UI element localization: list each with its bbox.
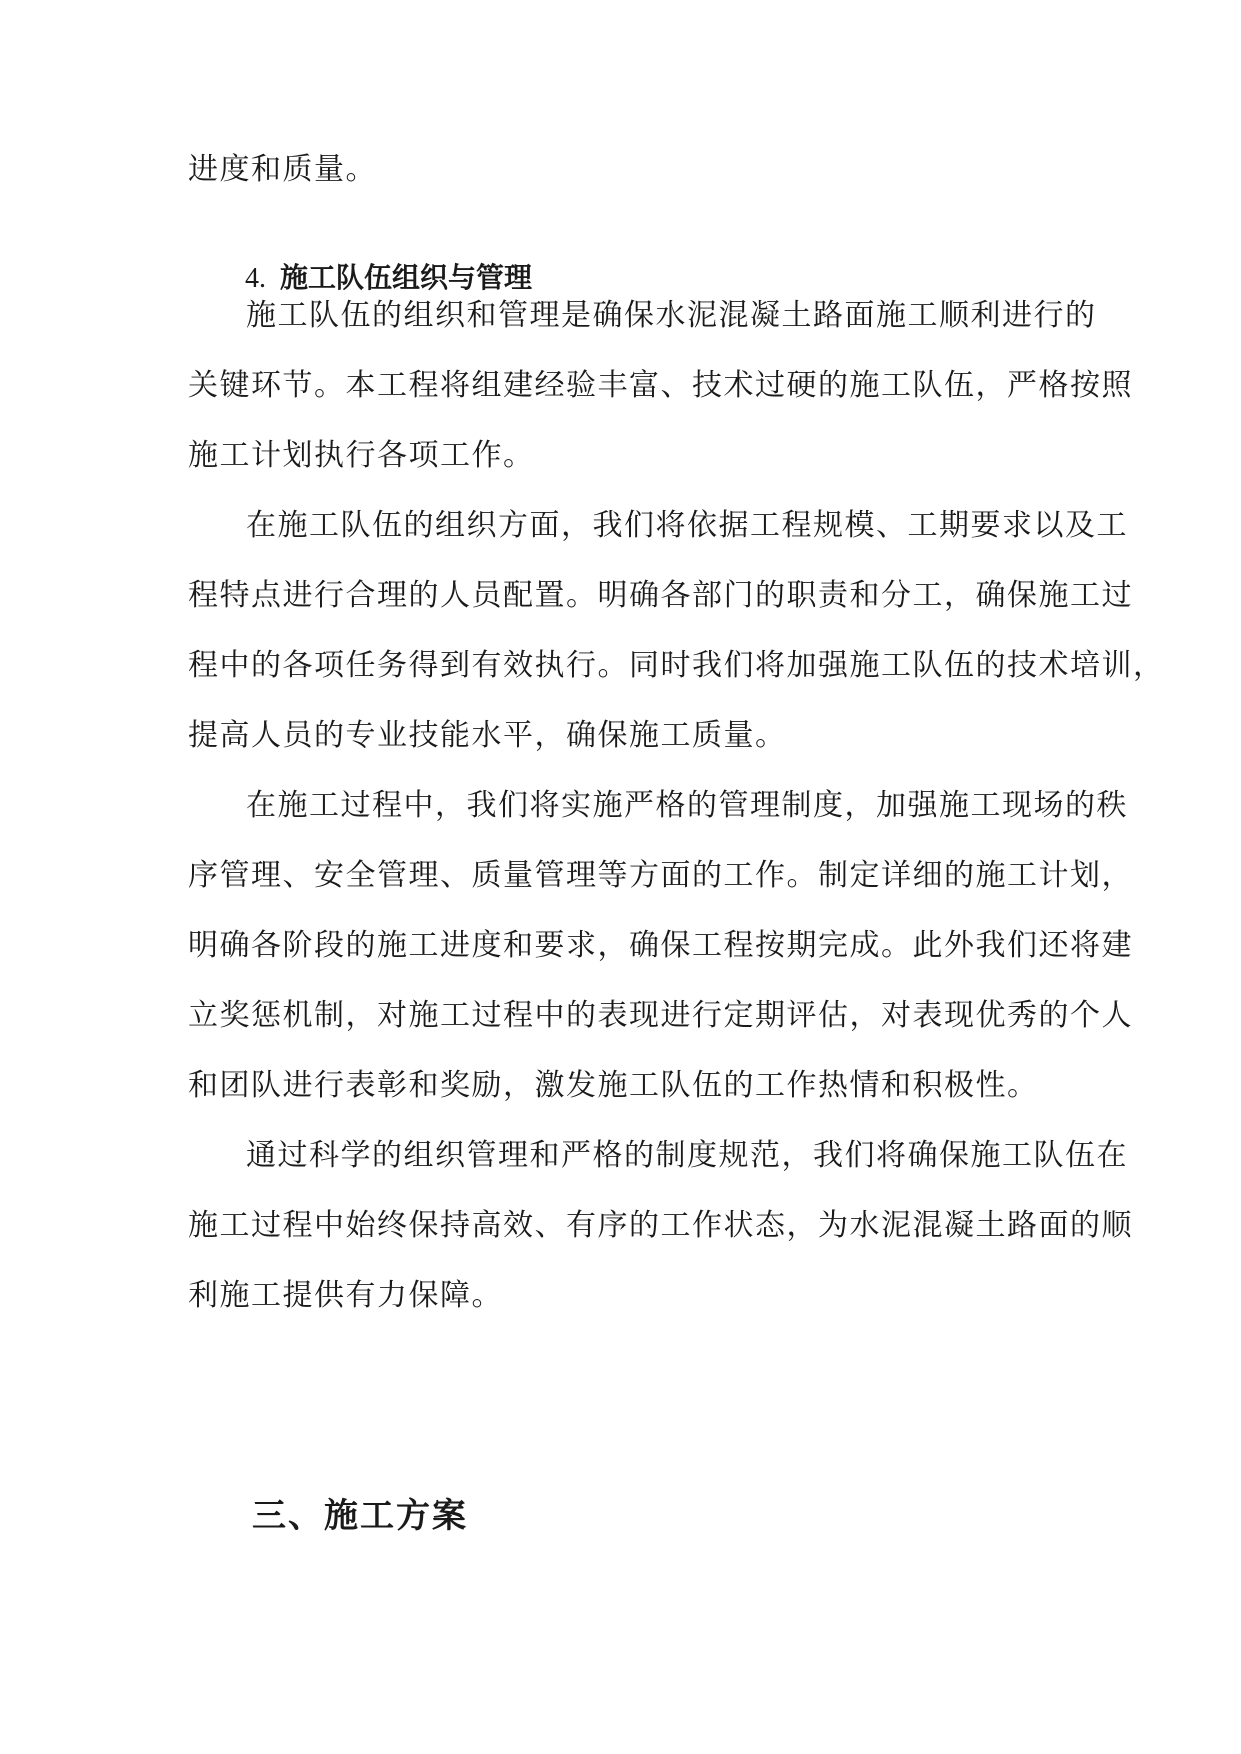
subheading-title: 施工队伍组织与管理 <box>280 261 533 294</box>
body-text-line: 程中的各项任务得到有效执行。同时我们将加强施工队伍的技术培训， <box>188 648 1165 683</box>
body-text-line: 程特点进行合理的人员配置。明确各部门的职责和分工，确保施工过 <box>188 578 1133 613</box>
body-text-line: 提高人员的专业技能水平，确保施工质量。 <box>188 718 787 753</box>
body-text-line: 施工过程中始终保持高效、有序的工作状态，为水泥混凝土路面的顺 <box>188 1208 1133 1243</box>
body-text-line: 序管理、安全管理、质量管理等方面的工作。制定详细的施工计划， <box>188 858 1133 893</box>
body-text-line: 在施工队伍的组织方面，我们将依据工程规模、工期要求以及工 <box>246 508 1128 543</box>
body-text-line: 通过科学的组织管理和严格的制度规范，我们将确保施工队伍在 <box>246 1138 1128 1173</box>
body-text-line: 立奖惩机制，对施工过程中的表现进行定期评估，对表现优秀的个人 <box>188 998 1133 1033</box>
body-text-line: 进度和质量。 <box>188 152 377 187</box>
body-text-line: 施工计划执行各项工作。 <box>188 438 535 473</box>
body-text-line: 利施工提供有力保障。 <box>188 1278 503 1313</box>
body-text-line: 在施工过程中，我们将实施严格的管理制度，加强施工现场的秩 <box>246 788 1128 823</box>
body-text-line: 施工队伍的组织和管理是确保水泥混凝土路面施工顺利进行的 <box>246 298 1097 333</box>
subheading-number: 4. <box>245 263 266 294</box>
body-text-line: 明确各阶段的施工进度和要求，确保工程按期完成。此外我们还将建 <box>188 928 1133 963</box>
body-text-line: 关键环节。本工程将组建经验丰富、技术过硬的施工队伍，严格按照 <box>188 368 1133 403</box>
section-heading: 三、施工方案 <box>252 1496 468 1536</box>
body-text-line: 和团队进行表彰和奖励，激发施工队伍的工作热情和积极性。 <box>188 1068 1039 1103</box>
subheading <box>245 258 532 299</box>
